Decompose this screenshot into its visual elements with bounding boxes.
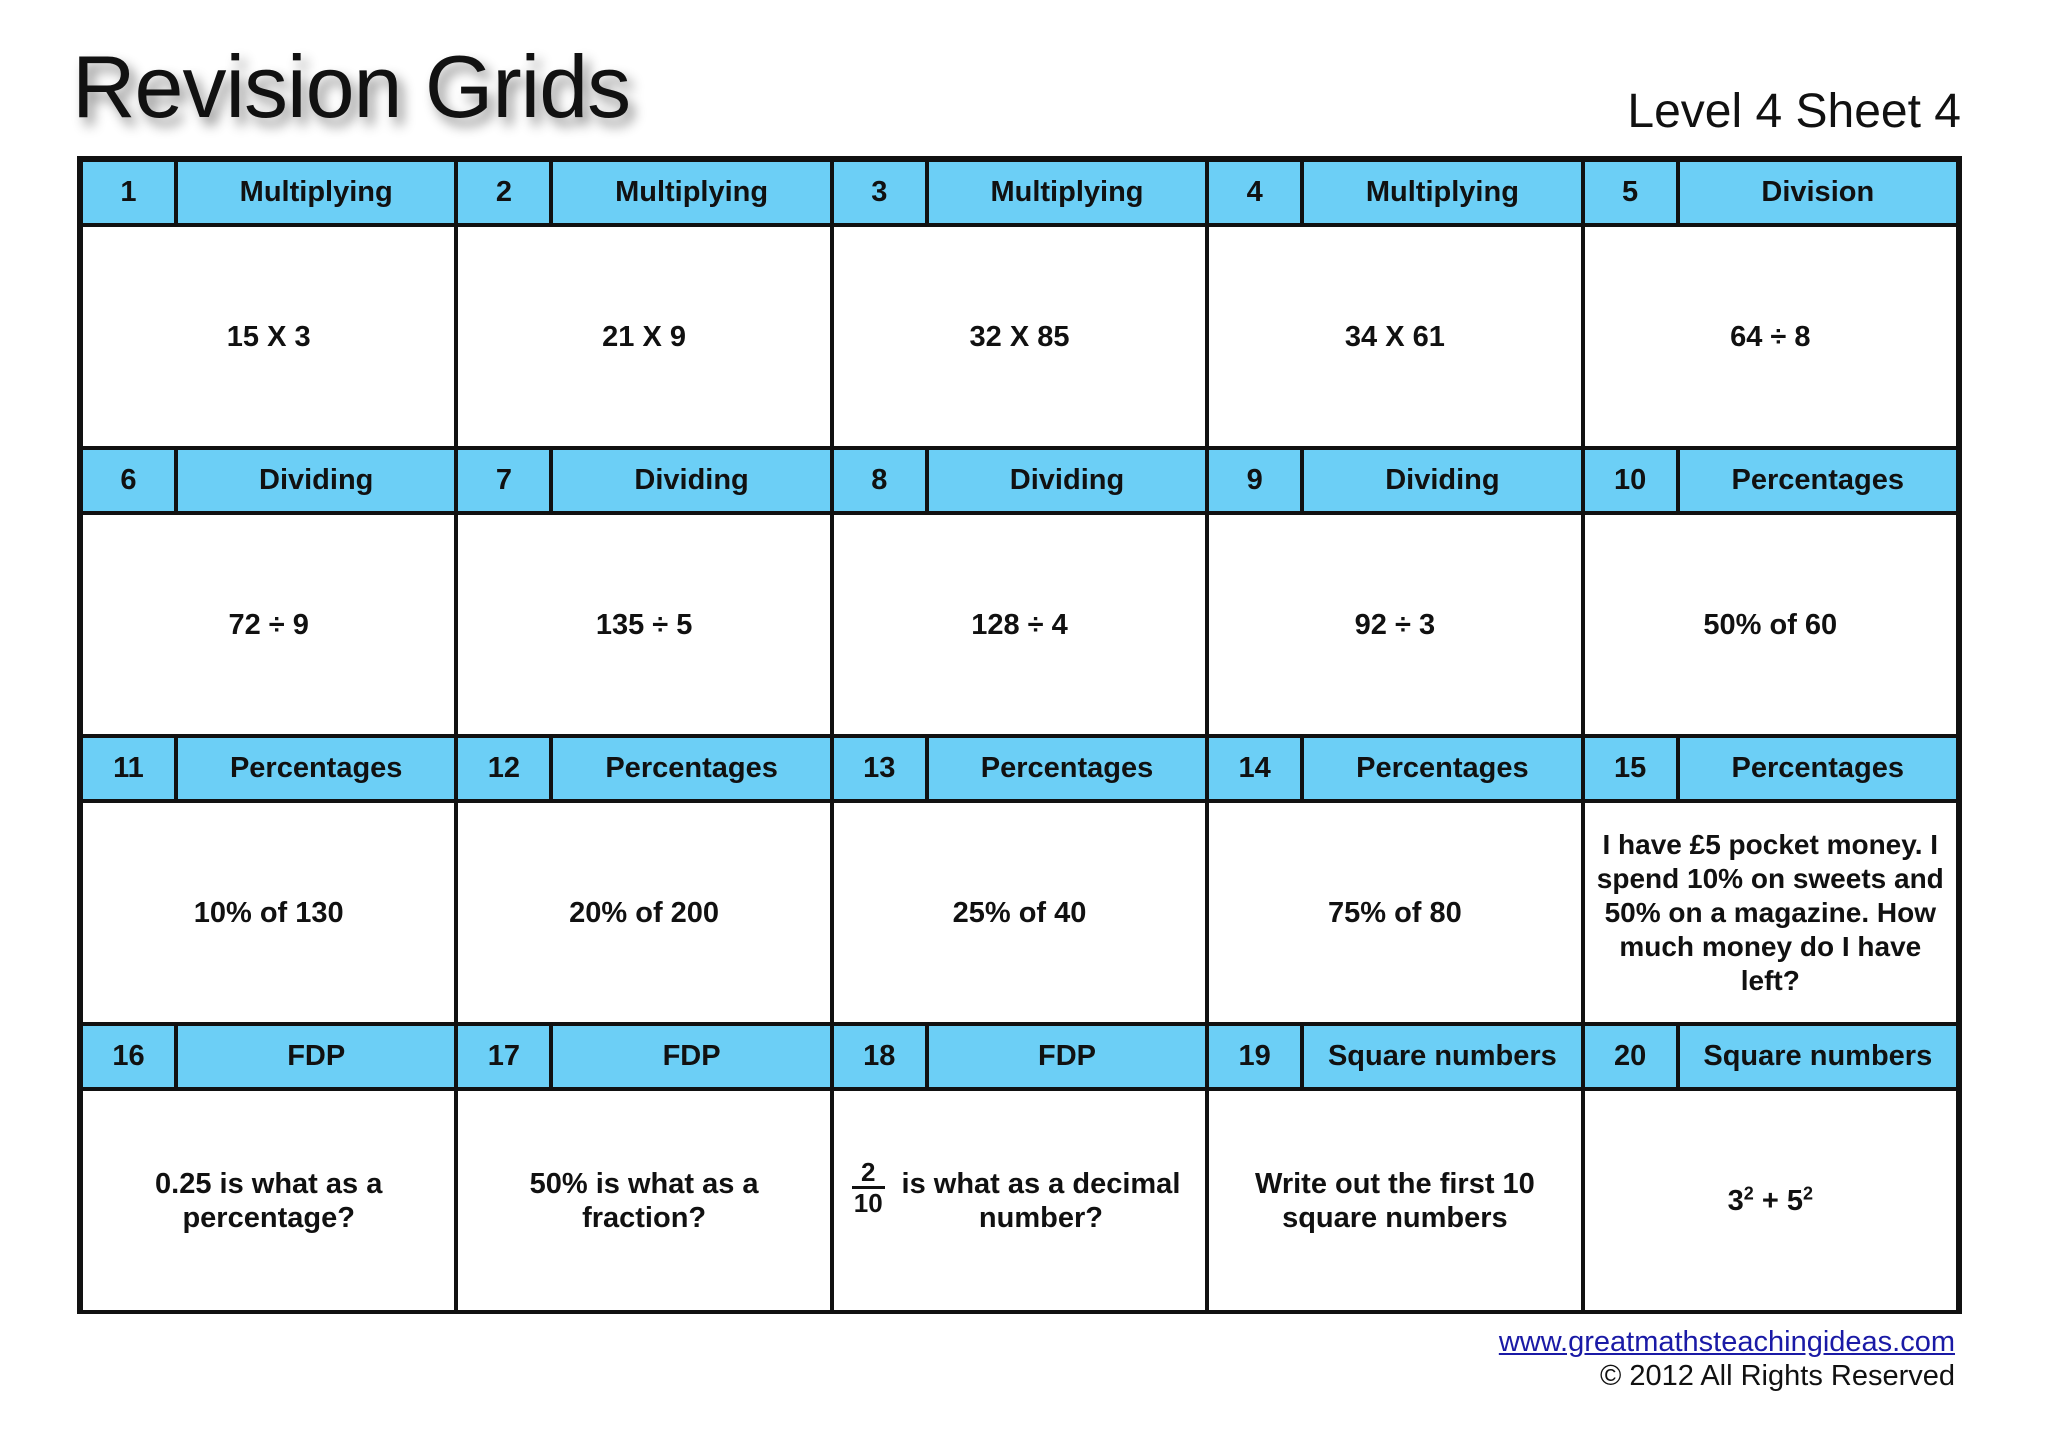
question-number: 11 (83, 738, 178, 799)
question-cell-powers (1583, 1089, 1958, 1312)
power-base: 5 (1786, 1184, 1803, 1217)
question-header (81, 160, 456, 225)
question-number: 16 (83, 1026, 178, 1087)
question-header (832, 448, 1207, 513)
question-number: 3 (834, 162, 929, 223)
question-topic: Percentages (1731, 752, 1905, 784)
question-header (1583, 448, 1958, 513)
question-number: 18 (834, 1026, 929, 1087)
question-cell: 50% is what as a fraction? (456, 1089, 831, 1312)
question-topic: Percentages (1356, 752, 1529, 784)
question-number: 13 (834, 738, 929, 799)
question-header (1583, 1024, 1958, 1089)
question-number: 20 (1585, 1026, 1680, 1087)
question-cell: 72 ÷ 9 (81, 513, 456, 736)
question-number: 19 (1209, 1026, 1304, 1087)
question-cell-word-problem: I have £5 pocket money. I spend 10% on sweets and 50% on a magazine. How much money do I have left? (1583, 801, 1958, 1024)
question-cell-fraction (832, 1089, 1207, 1312)
question-header (1207, 448, 1582, 513)
fraction (852, 1158, 885, 1217)
question-topic: Dividing (634, 464, 749, 496)
question-number: 5 (1585, 162, 1680, 223)
question-topic: Percentages (605, 752, 778, 784)
question-header (456, 1024, 831, 1089)
question-number: 8 (834, 450, 929, 511)
question-header (81, 736, 456, 801)
question-header (81, 1024, 456, 1089)
question-cell: 0.25 is what as a percentage? (81, 1089, 456, 1312)
question-number: 7 (458, 450, 553, 511)
question-header (456, 736, 831, 801)
question-number: 6 (83, 450, 178, 511)
question-header (832, 736, 1207, 801)
question-header (832, 160, 1207, 225)
fraction-question (852, 1157, 1187, 1235)
question-cell: 92 ÷ 3 (1207, 513, 1582, 736)
question-cell: 128 ÷ 4 (832, 513, 1207, 736)
question-cell: 20% of 200 (456, 801, 831, 1024)
question-topic: Dividing (1009, 464, 1125, 496)
question-number: 10 (1585, 450, 1680, 511)
question-cell: Write out the first 10 square numbers (1207, 1089, 1582, 1312)
question-topic: Multiplying (1365, 176, 1519, 208)
question-number: 2 (458, 162, 553, 223)
question-topic: FDP (662, 1040, 721, 1072)
fraction-question-text: is what as a decimal number? (901, 1167, 1181, 1234)
power-base: 3 (1727, 1184, 1744, 1217)
power-exponent: 2 (1802, 1182, 1813, 1203)
question-header (832, 1024, 1207, 1089)
plus-operator: + (1761, 1184, 1779, 1217)
question-header (1207, 736, 1582, 801)
question-topic: Multiplying (615, 176, 769, 208)
question-topic: Percentages (1731, 464, 1905, 496)
question-topic: FDP (287, 1040, 346, 1072)
power-expression (1728, 1184, 1813, 1218)
question-topic: Percentages (229, 752, 403, 784)
question-topic: Square numbers (1327, 1040, 1557, 1072)
question-topic: Division (1761, 176, 1875, 208)
question-topic: Square numbers (1703, 1040, 1933, 1072)
question-topic: Dividing (259, 464, 374, 496)
question-cell: 50% of 60 (1583, 513, 1958, 736)
question-topic: Dividing (1385, 464, 1500, 496)
question-number: 14 (1209, 738, 1304, 799)
question-number: 9 (1209, 450, 1304, 511)
power-exponent: 2 (1743, 1182, 1754, 1203)
question-cell: 75% of 80 (1207, 801, 1582, 1024)
copyright-text: © 2012 All Rights Reserved (1599, 1360, 1955, 1392)
question-header (456, 160, 831, 225)
website-link[interactable]: www.greatmathsteachingideas.com (1498, 1326, 1955, 1358)
question-cell: 34 X 61 (1207, 225, 1582, 448)
question-topic: Multiplying (990, 176, 1144, 208)
page-title: Revision Grids (72, 37, 631, 136)
sheet-label: Level 4 Sheet 4 (1627, 85, 1961, 138)
question-header (456, 448, 831, 513)
question-number: 17 (458, 1026, 553, 1087)
question-header (1583, 160, 1958, 225)
question-number: 15 (1585, 738, 1680, 799)
question-cell: 32 X 85 (832, 225, 1207, 448)
question-number: 4 (1209, 162, 1304, 223)
question-topic: Multiplying (239, 176, 393, 208)
question-header (1207, 1024, 1582, 1089)
question-header (1207, 160, 1582, 225)
question-topic: Percentages (980, 752, 1154, 784)
question-cell: 25% of 40 (832, 801, 1207, 1024)
question-cell: 64 ÷ 8 (1583, 225, 1958, 448)
question-cell: 21 X 9 (456, 225, 831, 448)
question-header (1583, 736, 1958, 801)
question-cell: 135 ÷ 5 (456, 513, 831, 736)
question-number: 1 (83, 162, 178, 223)
question-topic: FDP (1037, 1040, 1096, 1072)
revision-grid (77, 156, 1962, 1314)
question-number: 12 (458, 738, 553, 799)
question-cell: 10% of 130 (81, 801, 456, 1024)
question-cell: 15 X 3 (81, 225, 456, 448)
question-header (81, 448, 456, 513)
fraction-denominator: 10 (853, 1188, 883, 1218)
fraction-numerator: 2 (861, 1157, 876, 1187)
